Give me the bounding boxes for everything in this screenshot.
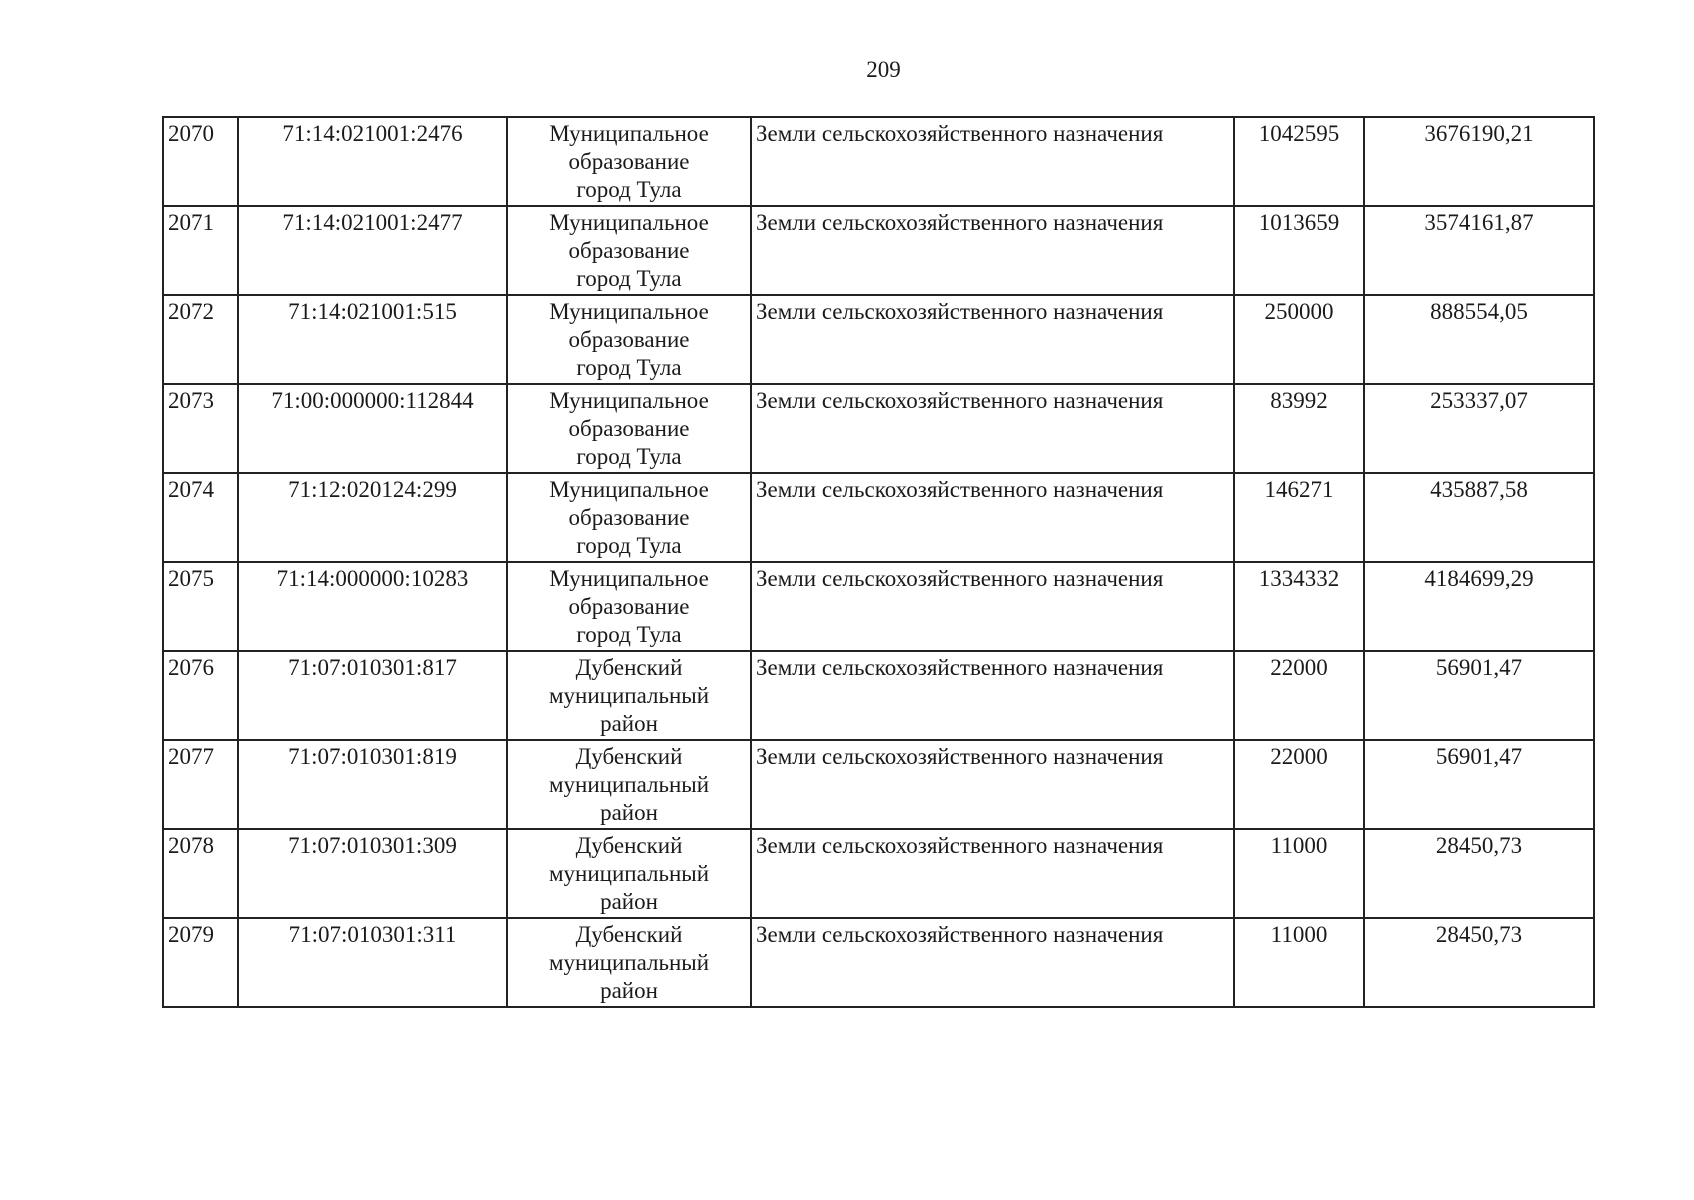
owner-line: город Тула [576,266,682,291]
owner-line: район [600,889,658,914]
row-number-cell: 2076 [163,651,238,740]
land-category-cell: Земли сельскохозяйственного назначения [751,918,1234,1007]
table-row [163,651,1594,740]
owner-line: муниципальный [548,683,710,708]
cadastral-value-cell: 56901,47 [1364,651,1594,740]
owner-line: образование [568,327,690,352]
table-body [163,117,1594,1007]
land-category-cell: Земли сельскохозяйственного назначения [751,384,1234,473]
table-row [163,473,1594,562]
cadastral-number-cell: 71:07:010301:311 [238,918,507,1007]
owner-line: город Тула [576,444,682,469]
cadastral-number-cell: 71:14:021001:2476 [238,117,507,206]
row-number-cell: 2077 [163,740,238,829]
cadastral-number-cell: 71:07:010301:309 [238,829,507,918]
owner-cell [507,562,751,651]
owner-line: район [600,711,658,736]
cadastral-value-cell: 3574161,87 [1364,206,1594,295]
table-row [163,740,1594,829]
area-cell: 250000 [1234,295,1364,384]
owner-cell [507,384,751,473]
owner-line: образование [568,238,690,263]
cadastral-value-cell: 28450,73 [1364,918,1594,1007]
row-number-cell: 2075 [163,562,238,651]
cadastral-number-cell: 71:00:000000:112844 [238,384,507,473]
cadastral-value-cell: 28450,73 [1364,829,1594,918]
land-category-cell: Земли сельскохозяйственного назначения [751,740,1234,829]
owner-line: образование [568,416,690,441]
row-number-cell: 2072 [163,295,238,384]
area-cell: 83992 [1234,384,1364,473]
owner-line: Дубенский [575,922,683,947]
table-row [163,295,1594,384]
row-number-cell: 2074 [163,473,238,562]
owner-cell [507,206,751,295]
owner-line: муниципальный [548,861,710,886]
land-registry-table [162,116,1595,1008]
owner-line: город Тула [576,177,682,202]
owner-line: город Тула [576,622,682,647]
table-row [163,206,1594,295]
area-cell: 146271 [1234,473,1364,562]
owner-line: Муниципальное [549,299,709,324]
owner-line: образование [568,594,690,619]
cadastral-value-cell: 435887,58 [1364,473,1594,562]
land-category-cell: Земли сельскохозяйственного назначения [751,829,1234,918]
row-number-cell: 2078 [163,829,238,918]
land-category-cell: Земли сельскохозяйственного назначения [751,295,1234,384]
cadastral-number-cell: 71:14:021001:2477 [238,206,507,295]
owner-cell [507,918,751,1007]
owner-line: Муниципальное [549,388,709,413]
area-cell: 1334332 [1234,562,1364,651]
owner-line: Муниципальное [549,210,709,235]
cadastral-number-cell: 71:14:000000:10283 [238,562,507,651]
row-number-cell: 2079 [163,918,238,1007]
owner-line: Дубенский [575,744,683,769]
page-number: 209 [866,57,901,82]
owner-cell [507,117,751,206]
area-cell: 11000 [1234,918,1364,1007]
area-cell: 1013659 [1234,206,1364,295]
land-category-cell: Земли сельскохозяйственного назначения [751,651,1234,740]
area-cell: 22000 [1234,651,1364,740]
owner-line: образование [568,149,690,174]
owner-line: Муниципальное [549,121,709,146]
area-cell: 22000 [1234,740,1364,829]
owner-cell [507,651,751,740]
owner-cell [507,740,751,829]
cadastral-number-cell: 71:14:021001:515 [238,295,507,384]
row-number-cell: 2073 [163,384,238,473]
row-number-cell: 2070 [163,117,238,206]
owner-line: муниципальный [548,950,710,975]
owner-line: Дубенский [575,833,683,858]
row-number-cell: 2071 [163,206,238,295]
table-row [163,562,1594,651]
table-row [163,384,1594,473]
owner-line: город Тула [576,355,682,380]
cadastral-number-cell: 71:07:010301:817 [238,651,507,740]
table-row [163,829,1594,918]
owner-line: район [600,978,658,1003]
land-category-cell: Земли сельскохозяйственного назначения [751,562,1234,651]
owner-line: город Тула [576,533,682,558]
owner-line: Муниципальное [549,566,709,591]
cadastral-value-cell: 253337,07 [1364,384,1594,473]
land-category-cell: Земли сельскохозяйственного назначения [751,117,1234,206]
land-category-cell: Земли сельскохозяйственного назначения [751,206,1234,295]
owner-cell [507,295,751,384]
owner-cell [507,829,751,918]
area-cell: 1042595 [1234,117,1364,206]
owner-line: район [600,800,658,825]
area-cell: 11000 [1234,829,1364,918]
cadastral-number-cell: 71:07:010301:819 [238,740,507,829]
owner-line: Муниципальное [549,477,709,502]
land-category-cell: Земли сельскохозяйственного назначения [751,473,1234,562]
owner-line: Дубенский [575,655,683,680]
table-row [163,918,1594,1007]
cadastral-number-cell: 71:12:020124:299 [238,473,507,562]
cadastral-value-cell: 4184699,29 [1364,562,1594,651]
cadastral-value-cell: 888554,05 [1364,295,1594,384]
owner-line: образование [568,505,690,530]
cadastral-value-cell: 3676190,21 [1364,117,1594,206]
owner-cell [507,473,751,562]
cadastral-value-cell: 56901,47 [1364,740,1594,829]
table-row [163,117,1594,206]
owner-line: муниципальный [548,772,710,797]
